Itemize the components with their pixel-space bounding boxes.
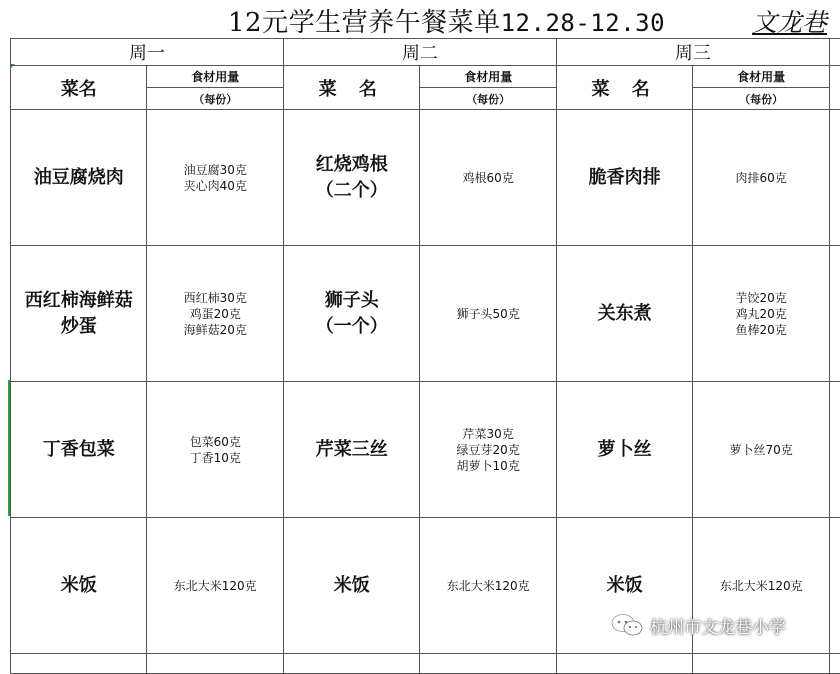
ingredient-line: 狮子头50克 (420, 306, 555, 322)
ingredient-cell-wed[interactable] (693, 246, 829, 382)
dish-name-line: 米饭 (11, 573, 146, 599)
dish-name-line: 炒蛋 (11, 314, 146, 340)
ingredient-line: 夹心肉40克 (147, 178, 282, 194)
empty-cell[interactable] (420, 654, 556, 674)
dish-cell-mon[interactable] (11, 110, 147, 246)
empty-cell[interactable] (147, 654, 283, 674)
dish-name-line: 油豆腐烧肉 (11, 165, 146, 191)
ingredient-line: 绿豆芽20克 (420, 442, 555, 458)
empty-cell[interactable] (556, 654, 692, 674)
header-dish-tue[interactable]: 菜 名 (283, 66, 419, 110)
title-prefix: 12元学生营养午餐菜单 (228, 8, 501, 38)
ingredient-line: 西红柿30克 (147, 290, 282, 306)
dish-cell-wed[interactable] (556, 246, 692, 382)
ingredient-line: 鸡根60克 (420, 170, 555, 186)
ingredient-cell-mon[interactable] (147, 518, 283, 654)
dish-cell-mon[interactable] (11, 518, 147, 654)
ingredient-line: 芹菜30克 (420, 426, 555, 442)
overflow-cell[interactable] (829, 110, 840, 246)
menu-row (11, 246, 840, 382)
overflow-cell[interactable] (829, 382, 840, 518)
ingredient-line: 鸡蛋20克 (147, 306, 282, 322)
watermark-text: 杭州市文龙巷小学 (650, 613, 786, 638)
empty-cell[interactable] (11, 654, 147, 674)
ingredient-line: 油豆腐30克 (147, 162, 282, 178)
menu-row (11, 382, 840, 518)
ingredient-line: 萝卜丝70克 (693, 442, 828, 458)
ingredient-line: 海鲜菇20克 (147, 322, 282, 338)
ingredient-cell-mon[interactable] (147, 246, 283, 382)
ingredient-cell-mon[interactable] (147, 110, 283, 246)
dish-name-line: 芹菜三丝 (284, 437, 419, 463)
dish-cell-wed[interactable] (556, 382, 692, 518)
ingredient-cell-mon[interactable] (147, 382, 283, 518)
ingredient-cell-tue[interactable] (420, 110, 556, 246)
header-dish-wed[interactable]: 菜 名 (556, 66, 692, 110)
day-header-wed[interactable]: 周三 (556, 39, 829, 66)
dish-name-line: 红烧鸡根 (284, 152, 419, 178)
ingredient-cell-wed[interactable] (693, 382, 829, 518)
dish-name-line: 西红柿海鲜菇 (11, 288, 146, 314)
bottom-edge-row (11, 654, 840, 674)
school-name: 文龙巷 (752, 3, 827, 39)
ingredient-line: 东北大米120克 (147, 578, 282, 594)
ingredient-line: 东北大米120克 (693, 578, 828, 594)
row-selection-marker (8, 380, 10, 516)
header-qty-wed[interactable]: 食材用量 (693, 66, 829, 88)
title-dates: 12.28-12.30 (501, 9, 665, 37)
dish-cell-tue[interactable] (283, 110, 419, 246)
header-per-tue[interactable]: （每份） (420, 88, 556, 110)
ingredient-cell-tue[interactable] (420, 382, 556, 518)
column-header-row (11, 66, 840, 88)
day-header-mon[interactable]: 周一 (11, 39, 284, 66)
ingredient-line: 胡萝卜10克 (420, 458, 555, 474)
ingredient-line: 鸡丸20克 (693, 306, 828, 322)
ingredient-cell-tue[interactable] (420, 518, 556, 654)
dish-name-line: 丁香包菜 (11, 437, 146, 463)
ingredient-line: 包菜60克 (147, 434, 282, 450)
dish-name-line: 米饭 (284, 573, 419, 599)
ingredient-line: 鱼棒20克 (693, 322, 828, 338)
overflow-cell[interactable] (829, 246, 840, 382)
dish-name-line: 关东煮 (557, 301, 692, 327)
day-header-row (11, 39, 840, 66)
day-header-tue[interactable]: 周二 (283, 39, 556, 66)
overflow-cell[interactable] (829, 39, 840, 66)
dish-name-line: 狮子头 (284, 288, 419, 314)
wechat-icon (610, 613, 644, 637)
menu-table (10, 38, 840, 674)
header-dish-mon[interactable]: 菜名 (11, 66, 147, 110)
header-per-wed[interactable]: （每份） (693, 88, 829, 110)
ingredient-line: 芋饺20克 (693, 290, 828, 306)
dish-cell-tue[interactable] (283, 382, 419, 518)
title-row (0, 0, 840, 38)
page-title (228, 2, 665, 39)
watermark (610, 612, 786, 638)
overflow-cell[interactable] (829, 518, 840, 654)
dish-cell-mon[interactable] (11, 382, 147, 518)
ingredient-cell-tue[interactable] (420, 246, 556, 382)
dish-cell-mon[interactable] (11, 246, 147, 382)
empty-cell[interactable] (283, 654, 419, 674)
dish-cell-tue[interactable] (283, 518, 419, 654)
header-qty-tue[interactable]: 食材用量 (420, 66, 556, 88)
dish-name-line: （二个） (284, 178, 419, 204)
header-per-mon[interactable]: （每份） (147, 88, 283, 110)
dish-cell-wed[interactable] (556, 110, 692, 246)
ingredient-line: 肉排60克 (693, 170, 828, 186)
dish-name-line: （一个） (284, 314, 419, 340)
ingredient-line: 丁香10克 (147, 450, 282, 466)
dish-name-line: 脆香肉排 (557, 165, 692, 191)
empty-cell[interactable] (693, 654, 829, 674)
ingredient-cell-wed[interactable] (693, 110, 829, 246)
menu-row (11, 110, 840, 246)
header-qty-mon[interactable]: 食材用量 (147, 66, 283, 88)
ingredient-line: 东北大米120克 (420, 578, 555, 594)
overflow-cell[interactable] (829, 66, 840, 110)
empty-cell[interactable] (829, 654, 840, 674)
dish-name-line: 萝卜丝 (557, 437, 692, 463)
dish-cell-tue[interactable] (283, 246, 419, 382)
dish-name-line: 米饭 (557, 573, 692, 599)
